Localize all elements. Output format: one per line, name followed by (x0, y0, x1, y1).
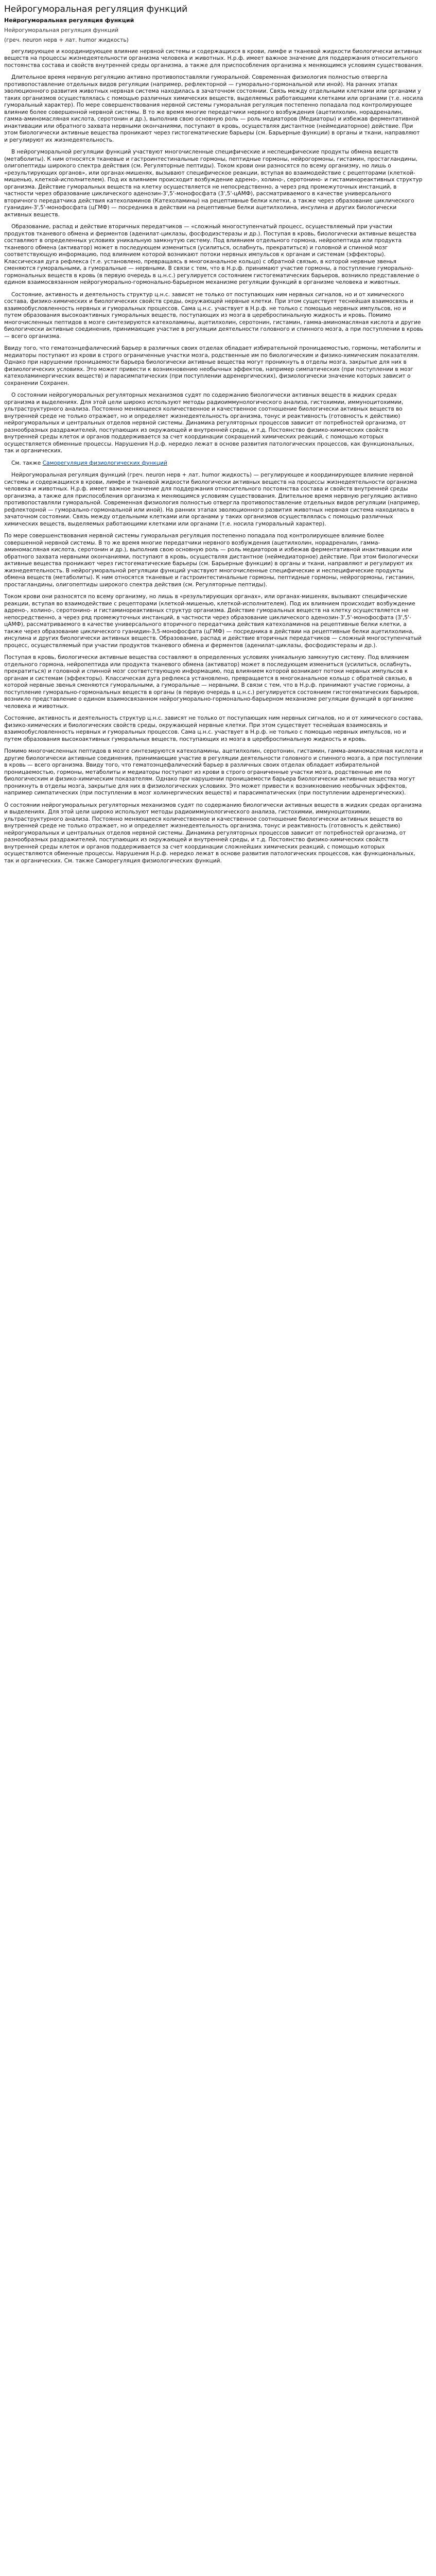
article-heading: Нейрогуморальная регуляция функций (4, 17, 134, 24)
etymology-note: (греч. neuron нерв + лат. humor жидкость) (4, 37, 129, 43)
page-title: Нейрогуморальная регуляция функций (4, 4, 188, 14)
paragraph-13: Состояние, активность и деятельность структур ц.н.с. зависят не только от поступающих ним нервных сигналов, но и от химического состава, физико-химических и биологических свойств среды, окружающей нервные клетки. При этом существует теснейшая взаимосвязь и взаимообусловленность нервных и гуморальных процессов. Сама ц.н.с. участвует в Н.р.ф. не только с помощью нервных импульсов, но и путем образования высокоактивных гуморальных веществ, поступающих из мозга в цереброспинальную жидкость и кровь. (4, 715, 423, 742)
paragraph-6: Ввиду того, что гематоэнцефалический барьер в различных своих отделах обладает избирательной проницаемостью, гормоны, метаболиты и медиаторы поступают из крови в строго ограниченные участки мозга, родственные им по биологическим и физико-химическим показателям. Однако при нарушении проницаемости барьера биологически активные вещества могут проникнуть в отделы мозга, закрытые для них в физиологических условиях. Это может привести к возникновению необычных эффектов, например симпатических (при поступлении в мозг катехоламинергических веществ) и парасимпатических (при поступлении адренергических), физиологически значение которых зависит о сохранении Сохранен. (4, 345, 421, 386)
paragraph-12: Поступая в кровь, биологически активные вещества составляют в определенных условиях уникальную замкнутую систему. Под влиянием отдельного гормона, нейропептида или продукта тканевого обмена (активатор) может в последующем измениться (усилиться, ослабнуть, прекратиться) и головной и спинной мозг соответствующую информацию, под влиянием которой возникают потоки нервных импульсов к органам и системам (эффекторы). Классическая дуга рефлекса установлено, превращается в многоканальное кольцо с обратной связью, в которой нервные звенья сменяются гуморальными, а гуморальные — нервными. В связи с тем, что в Н.р.ф. принимают участие гормоны, а поступление гуморально-гормональных веществ в органы (в первую очередь в ц.н.с.) регулируется состоянием гистогематических барьеров, возникло представление о едином взаимосвязанном нейрогуморально-гормонально-барьерном механизме регуляции функций в организме человека и животных. (4, 654, 419, 709)
paragraph-5: Состояние, активность и деятельность структур ц.н.с. зависят не только от поступающих ним нервных сигналов, но и от химического состава, физико-химических и биологических свойств среды, окружающей нервные клетки. При этом существует теснейшая взаимосвязь и взаимообусловленность нервных и гуморальных процессов. Сама ц.н.с. участвует в Н.р.ф. не только с помощью нервных импульсов, но и путем образования высокоактивных гуморальных веществ, поступающих из мозга в цереброспинальную жидкость и кровь. Помимо многочисленных пептидов в мозге синтезируются катехоламины, ацетилхолин, серотонин, гистамин, гамма-аминомасляная кислота и другие биологически активные соединения, принимающие участие в регуляции деятельности головного и спинного мозга, а при поступлении в кровь — всего организма. (4, 291, 423, 340)
paragraph-1: регулирующее и координирующее влияние нервной системы и содержащихся в крови, лимфе и тканевой жидкости биологически активных веществ на процессы жизнедеятельности организма человека и животных. Н.р.ф. имеет важное значение для поддержания относительного постоянства состава и свойств внутренней среды организма, а также для приспособления организма к меняющимся условиям существования. (4, 48, 423, 69)
article-subheading: Нейрогуморальная регуляция функций (4, 27, 118, 33)
paragraph-15: О состоянии нейрогуморальных регуляторных механизмов судят по содержанию биологически активных веществ в жидких средах организма и выделениях. Для этой цели широко используют методы радиоиммунологического анализа, гистохимии, иммуноцитохимии, ультраструктурного анализа. Постоянно меняющееся количественное и качественное соотношение биологически активных веществ во внутренней среде не только отражает, но и определяет жизнедеятельность организма, тонус и реактивность (готовность к действию) нейрогуморальных и центральных отделов нервной системы. Динамика регуляторных процессов зависит от потребностей организма, от разнообразных раздражителей, поступающих из окружающей и внутренней среды, и т.д. Постоянство физико-химических свойств внутренней среды клеток и органов поддерживается за счет координации сложнейших химических реакций, с помощью которых осуществляются обменные процессы. Нарушения Н.р.ф. нередко лежат в основе развития патологических процессов, как функциональных, так и органических. См. также Саморегуляция физиологических функций. (4, 802, 422, 864)
paragraph-9: Нейрогуморальная регуляция функций (греч. neuron нерв + лат. humor жидкость) — регулирующее и координирующее влияние нервной системы и содержащихся в крови, лимфе и тканевой жидкости биологически активных веществ на процессы жизнедеятельности организма человека и животных. Н.р.ф. имеет важное значение для поддержания относительного постоянства состава и свойств внутренней среды организма, а также для приспособления организма к меняющимся условиям существования. Длительное время нервную регуляцию активно противопоставляли гуморальной. Современная физиология полностью отвергла противопоставление отдельных видов регуляции (например, рефлекторной — гуморально-гормональной или иной). На ранних этапах эволюционного развития животных нервная система находилась в зачаточном состоянии. Связь между отдельными клетками или органами у таких организмов осуществлялась с помощью различных химических веществ, выделяемых работающими клетками или органами (т.е. носила гуморальный характер). (4, 472, 420, 527)
paragraph-10: По мере совершенствования нервной системы гуморальная регуляция постепенно попадала под контролирующее влияние более совершенной нервной системы. В то же время многие передатчики нервного возбуждения (ацетилхолин, норадреналин, гамма-аминомасляная кислота, серотонин и др.), выполнив свою основную роль — роль медиаторов и избежав ферментативной инактивации или обратного захвата нервными окончаниями, поступают в кровь, осуществляя дистантное (неймедиаторное) действие. При этом биологически активные вещества проникают через гистогематические барьеры (см. Барьерные функции) в органы и ткани, направляют и регулируют их жизнедеятельность. В нейрогуморальной регуляции функций участвуют многочисленные специфические и неспецифические продукты обмена веществ (метаболиты). К ним относятся тканевые и гастроинтестинальные гормоны, пептидные гормоны, нейрогормоны, гистамин, простагландины, олигопептиды широкого спектра действия (см. Регуляторные пептиды). (4, 533, 418, 588)
paragraph-14: Помимо многочисленных пептидов в мозге синтезируются катехоламины, ацетилхолин, серотонин, гистамин, гамма-аминомасляная кислота и другие биологически активные соединения, принимающие участие в регуляции деятельности головного и спинного мозга, а при поступлении в кровь — всего организма. Ввиду того, что гематоэнцефалический барьер в различных своих отделах обладает избирательной проницаемостью, гормоны, метаболиты и медиаторы поступают из крови в строго ограниченные участки мозга, родственные им по биологическим и физико-химическим показателям. Однако при нарушении проницаемости барьера биологически активные вещества могут проникнуть в отделы мозга, закрытые для них в физиологических условиях. Это может привести к возникновению необычных эффектов, например симпатических (при поступлении в мозг холинергических веществ) и парасимпатических (при поступлении адренергических). (4, 748, 424, 796)
paragraph-8 (4, 460, 423, 467)
paragraph-3: В нейрогуморальной регуляции функций участвуют многочисленные специфические и неспецифические продукты обмена веществ (метаболиты). К ним относятся тканевые и гастроинтестинальные гормоны, пептидные гормоны, нейрогормоны, гистамин, простагландины, олигопептиды широкого спектра действия (см. Регуляторные пептиды). Током крови они разносятся по всему организму, но лишь о «результирующих органов», или органах-мишенях, вызывают специфическое реакции, вступая во взаимодействие с рецепторами (клеткой-мишенью, клеткой-исполнителем). Под их влиянием происходит возбуждение адрено-, холино-, серотонино- и гистаминореактивных структур организма. Действие гуморальных веществ на клетку осуществляется не непосредственно, а через ряд промежуточных инстанций, в частности через образование циклического аденозин-3',5'-монофосфата (3',5'-цАМФ), рассматриваемого в качестве универсального вторичного передатчика действия катехоламинов (Катехоламины) на рецептивные белки клетки, а также через образование циклического гуанидин-3',5'-монофосфата (цГМФ) — посредника в действии на рецептивные белки ацетилхолина, инсулина и других биологически активных веществ. (4, 149, 423, 218)
article (0, 0, 427, 875)
paragraph-2: Длительное время нервную регуляцию активно противопоставляли гуморальной. Современная физиология полностью отвергла противопоставление отдельных видов регуляции (например, рефлекторной — гуморально-гормональной или иной). На ранних этапах эволюционного развития животных нервная система находилась в зачаточном состоянии. Связь между отдельными клетками или органами у таких организмов осуществлялась с помощью различных химических веществ, выделяемых работающими клетками или органами (т.е. носила гуморальный характер). По мере совершенствования нервной системы гуморальная регуляция постепенно попадала под контролирующее влияние более совершенной нервной системы. В то же время многие передатчики нервного возбуждения (ацетилхолин, норадреналин, гамма-аминомасляная кислота, серотонин и др.), выполнив свою основную роль — роль медиаторов (Медиаторы) и избежав ферментативной инактивации или обратного захвата нервными окончаниями, поступают в кровь, осуществляя дистантное (неймедиаторное) действие. При этом биологически активные вещества проникают через гистогематические барьеры (см. Барьерные функции) в органы и ткани, направляют и регулируют их жизнедеятельность. (4, 74, 423, 143)
see-also-link[interactable]: Саморегуляция физиологических функций (42, 460, 167, 466)
paragraph-7: О состоянии нейрогуморальных регуляторных механизмов судят по содержанию биологически активных веществ в жидких средах организма и выделениях. Для этой цели широко используют методы радиоиммунологического анализа, гистохимии, иммуноцитохимии, ультраструктурного анализа. Постоянно меняющееся количественное и качественное соотношение биологически активных веществ во внутренней среде не только отражает, но и определяет жизнедеятельность организма, тонус и реактивность (готовность к действию) нейрогуморальных и центральных отделов нервной системы. Динамика регуляторных процессов зависит от потребностей организма, от разнообразных раздражителей, поступающих из окружающей и внутренней среды, и т.д. Постоянство физико-химических свойств внутренней среды клеток и органов поддерживается за счет координации сокращений химических реакций, с помощью которых осуществляется обменные процессы. Нарушения Н.р.ф. нередко лежат в основе развития патологических процессов, как функциональных, так и органических. (4, 392, 414, 454)
paragraph-11: Током крови они разносятся по всему организму, но лишь в «результирующих органах», или органах-мишенях, вызывают специфические реакции, вступая во взаимодействие с рецепторами (клеткой-мишенью, клеткой-исполнителем). Под их влиянием происходит возбуждение адрено-, холино-, серотонино- и гистаминореактивных структур организма. Действие гуморальных веществ на клетку осуществляется не непосредственно, а через ряд промежуточных инстанций, в частности через образование циклического аденозин-3',5'-монофосфата (3',5'-цАМФ), рассматриваемого в качестве универсального вторичного передатчика действия катехоламинов на рецептивные белки клетки, а также через образование циклического гуанидин-3,5-монофосфата (цГМФ) — посредника в действии на рецептивные белки ацетилхолина, инсулина и других биологически активных веществ. Образование, распад и действие вторичных передатчиков — сложный многоступенчатый процесс, осуществляемый при участии продуктов тканевого обмена и ферментов (аденилат-циклазы, фосфодиэстеразы и др.). (4, 594, 422, 649)
see-also-label: См. также (11, 460, 41, 466)
paragraph-4: Образование, распад и действие вторичных передатчиков — «сложный многоступенчатый процесс, осуществляемый при участии продуктов тканевого обмена и ферментов (аденилат-циклазы, фосфодиэстеразы и др.). Поступая в кровь, биологически активные вещества составляют в определенных условиях уникальную замкнутую систему. Под влиянием отдельного гормона, нейропептида или продукта тканевого обмена (активатор) может в последующем измениться (усилиться, ослабнуть, прекратиться) и головной и спинной мозг соответствующую информацию, под влиянием которой возникают потоки нервных импульсов к органам и системам (эффекторы). Классическая дуга рефлекса (т.е. установлено, превращаясь в многоканальное кольцо) с обратной связью, в которой нервные звенья сменяются гуморальными, а гуморальные — нервными. В связи с тем, что в Н.р.ф. принимают участие гормоны, а поступление гуморально-гормональных веществ в кровь (в первую очередь в ц.н.с.) регулируется состоянием гистогематических барьеров, возникло представление о едином взаимосвязанном нейрогуморально-гормонально-барьерном механизме регуляции функций в организме человека и животных. (4, 224, 420, 285)
